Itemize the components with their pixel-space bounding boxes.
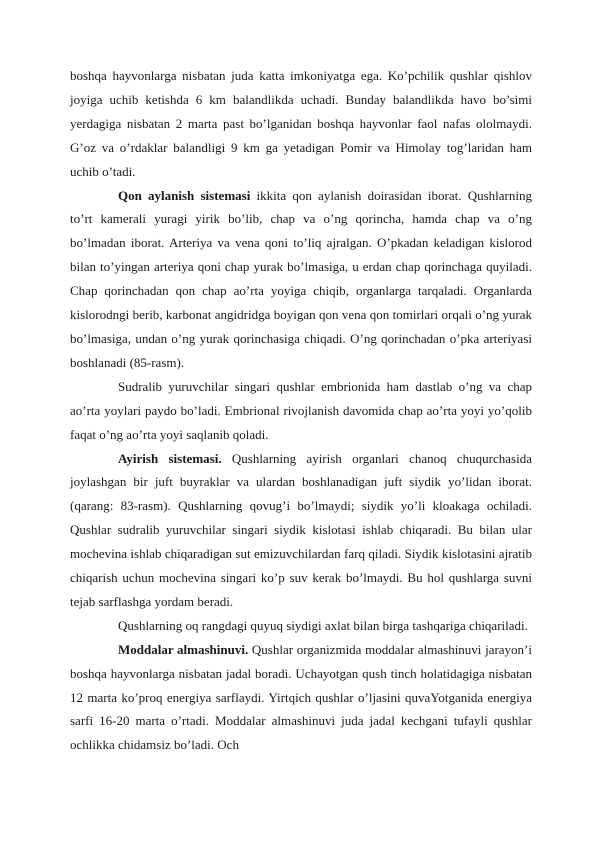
paragraph-excretory-system	[70, 447, 532, 614]
paragraph-text: boshqa hayvonlarga nisbatan juda katta imkoniyatga ega. Ko’pchilik qushlar qishlov joyiga uchib ketishda 6 km balandlikda uchadi. Bunday balandlikda havo bo’simi yerdagiga nisbatan 2 marta past bo’lganidan boshqa hayvonlar faol nafas ololmaydi. G’oz va o’rdaklar balandligi 9 km ga yetadigan Pomir va Himolay tog’laridan ham uchib o’tadi.	[70, 68, 532, 179]
paragraph-text: ikkita qon aylanish doirasidan iborat. Qushlarning to’rt kamerali yuragi yirik bo’lib, chap va o’ng qorincha, hamda chap va o’ng bo’lmadan iborat. Arteriya va vena qoni to’liq ajralgan. O’pkadan keladigan kislorod bilan to’yingan arteriya qoni chap yurak bo’lmasiga, u erdan chap qorinchaga quyiladi. Chap qorinchadan qon chap ao’rta yoyiga chiqib, organlarga tarqaladi. Organlarda kislorodngi berib, karbonat angidridga boyigan qon vena qon tomirlari orqali o’ng yurak bo’lmasiga, undan o’ng yurak qorinchasiga chiqadi. O’ng qorinchadan o’pka arteriyasi boshlanadi (85-rasm).	[70, 187, 532, 370]
paragraph-text: Qushlarning ayirish organlari chanoq chuqurchasida joylashgan bir juft buyraklar va ulardan boshlanadigan juft siydik yo’lidan iborat. (qarang: 83-rasm). Qushlarning qovug’i bo’lmaydi; siydik yo’li kloakaga ochiladi. Qushlar sudralib yuruvchilar singari siydik kislotasi ishlab chiqaradi. Bu bilan ular mochevina ishlab chiqaradigan sut emizuvchilardan farq qiladi. Siydik kislotasini ajratib chiqarish uchun mochevina singari ko’p suv kerak bo’lmaydi. Bu hol qushlarga suvni tejab sarflashga yordam beradi.	[70, 450, 532, 609]
section-heading-metabolism: Moddalar almashinuvi.	[118, 641, 249, 657]
paragraph-text: Qushlarning oq rangdagi quyuq siydigi axlat bilan birga tashqariga chiqariladi.	[118, 617, 528, 633]
paragraph-metabolism	[70, 638, 532, 758]
paragraph-aortic-arches	[70, 375, 532, 447]
section-heading-excretory: Ayirish sistemasi.	[118, 450, 222, 466]
paragraph-flight-altitude	[70, 64, 532, 184]
section-heading-circulatory: Qon aylanish sistemasi	[118, 187, 251, 203]
paragraph-circulatory-system	[70, 184, 532, 375]
paragraph-text: Qushlar organizmida moddalar almashinuvi jarayon’i boshqa hayvonlarga nisbatan jadal boradi. Uchayotgan qush tinch holatidagiga nisbatan 12 marta ko’proq energiya sarflaydi. Yirtqich qushlar o’ljasini quvaYotganida energiya sarfi 16-20 marta o’rtadi. Moddalar almashinuvi juda jadal kechgani tufayli qushlar ochlikka chidamsiz bo’ladi. Och	[70, 641, 532, 753]
paragraph-text: Sudralib yuruvchilar singari qushlar embrionida ham dastlab o’ng va chap ao’rta yoylari paydo bo’ladi. Embrional rivojlanish davomida chap ao’rta yoyi yo’qolib faqat o’ng ao’rta yoyi saqlanib qoladi.	[70, 378, 532, 442]
paragraph-urine	[70, 614, 532, 638]
